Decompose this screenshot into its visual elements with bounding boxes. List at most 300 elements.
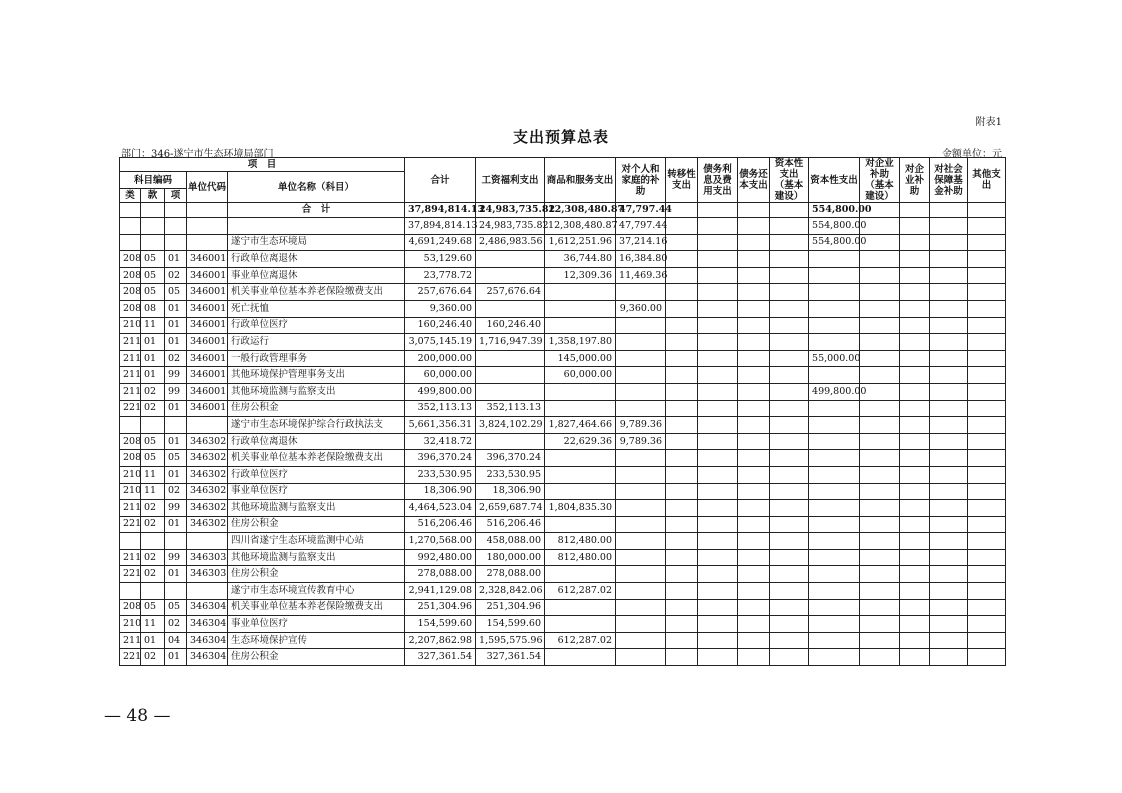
cell-goods: 1,804,835.30 bbox=[545, 500, 616, 517]
cell-capital bbox=[809, 300, 860, 317]
cell-enterprise bbox=[900, 218, 930, 235]
cell-personal: 37,214.16 bbox=[616, 234, 666, 251]
cell-lei: 221 bbox=[120, 566, 141, 583]
cell-total: 200,000.00 bbox=[405, 350, 476, 367]
cell-social bbox=[930, 516, 968, 533]
cell-capital bbox=[809, 500, 860, 517]
cell-personal: 11,469.36 bbox=[616, 267, 666, 284]
cell-personal bbox=[616, 566, 666, 583]
cell-capital-basic bbox=[770, 450, 809, 467]
cell-personal bbox=[616, 649, 666, 666]
cell-unit-code bbox=[187, 583, 228, 600]
cell-debt-repay bbox=[738, 483, 770, 500]
cell-debt-repay bbox=[738, 433, 770, 450]
cell-capital-basic bbox=[770, 367, 809, 384]
cell-lei: 208 bbox=[120, 300, 141, 317]
cell-salary: 251,304.96 bbox=[476, 599, 545, 616]
cell-capital: 55,000.00 bbox=[809, 350, 860, 367]
cell-other bbox=[968, 367, 1006, 384]
cell-goods: 612,287.02 bbox=[545, 632, 616, 649]
cell-goods: 145,000.00 bbox=[545, 350, 616, 367]
cell-capital bbox=[809, 367, 860, 384]
cell-enterprise-basic bbox=[860, 433, 900, 450]
cell-kuan: 02 bbox=[141, 566, 165, 583]
cell-unit-name: 行政单位医疗 bbox=[228, 466, 405, 483]
cell-lei: 211 bbox=[120, 383, 141, 400]
cell-capital bbox=[809, 632, 860, 649]
cell-capital-basic bbox=[770, 533, 809, 550]
cell-lei bbox=[120, 417, 141, 434]
cell-salary bbox=[476, 367, 545, 384]
cell-xiang: 01 bbox=[165, 466, 187, 483]
cell-goods: 612,287.02 bbox=[545, 583, 616, 600]
cell-total: 257,676.64 bbox=[405, 284, 476, 301]
total-sum: 37,894,814.13 bbox=[405, 203, 476, 218]
cell-debt-interest bbox=[698, 367, 738, 384]
cell-kuan bbox=[141, 533, 165, 550]
cell-goods bbox=[545, 566, 616, 583]
cell-social bbox=[930, 383, 968, 400]
cell-xiang: 01 bbox=[165, 433, 187, 450]
cell-salary bbox=[476, 300, 545, 317]
cell-total: 2,941,129.08 bbox=[405, 583, 476, 600]
table-row bbox=[120, 599, 1006, 616]
total-header: 合计 bbox=[405, 158, 476, 203]
cell-transfer bbox=[666, 549, 698, 566]
cell-other bbox=[968, 500, 1006, 517]
cell-other bbox=[968, 533, 1006, 550]
cell-kuan: 01 bbox=[141, 334, 165, 351]
table-row bbox=[120, 251, 1006, 268]
cell-unit-code: 346001 bbox=[187, 334, 228, 351]
cell-unit-code: 346304 bbox=[187, 616, 228, 633]
cell-personal: 9,789.36 bbox=[616, 433, 666, 450]
cell-debt-repay bbox=[738, 218, 770, 235]
cell-total: 352,113.13 bbox=[405, 400, 476, 417]
cell-capital: 554,800.00 bbox=[809, 234, 860, 251]
department-label: 部门：346-遂宁市生态环境局部门 bbox=[121, 149, 274, 160]
cell-xiang: 02 bbox=[165, 350, 187, 367]
cell-personal bbox=[616, 549, 666, 566]
cell-capital bbox=[809, 450, 860, 467]
cell-lei: 210 bbox=[120, 317, 141, 334]
cell-salary: 18,306.90 bbox=[476, 483, 545, 500]
cell-salary: 160,246.40 bbox=[476, 317, 545, 334]
page-number: — 48 — bbox=[104, 706, 171, 726]
cell-enterprise bbox=[900, 549, 930, 566]
cell-xiang: 99 bbox=[165, 549, 187, 566]
cell-goods bbox=[545, 450, 616, 467]
cell-transfer bbox=[666, 234, 698, 251]
cell-salary: 516,206.46 bbox=[476, 516, 545, 533]
cell-debt-repay bbox=[738, 383, 770, 400]
cell-goods bbox=[545, 466, 616, 483]
subject-code-header: 科目编码 bbox=[120, 172, 187, 189]
cell-unit-name: 事业单位离退休 bbox=[228, 267, 405, 284]
cell-unit-code: 346302 bbox=[187, 450, 228, 467]
cell-unit-name: 住房公积金 bbox=[228, 566, 405, 583]
capital-header: 资本性支出 bbox=[809, 158, 860, 203]
cell-unit-name: 其他环境监测与监察支出 bbox=[228, 500, 405, 517]
cell-goods: 1,612,251.96 bbox=[545, 234, 616, 251]
cell-debt-repay bbox=[738, 450, 770, 467]
cell-salary: 2,659,687.74 bbox=[476, 500, 545, 517]
cell-debt-repay bbox=[738, 516, 770, 533]
cell-other bbox=[968, 300, 1006, 317]
cell-enterprise-basic bbox=[860, 450, 900, 467]
cell-personal bbox=[616, 516, 666, 533]
cell-salary: 3,824,102.29 bbox=[476, 417, 545, 434]
cell-transfer bbox=[666, 383, 698, 400]
cell-other bbox=[968, 251, 1006, 268]
cell-debt-interest bbox=[698, 649, 738, 666]
cell-enterprise-basic bbox=[860, 334, 900, 351]
cell-debt-interest bbox=[698, 599, 738, 616]
cell-enterprise bbox=[900, 533, 930, 550]
cell-kuan: 11 bbox=[141, 317, 165, 334]
cell-total: 18,306.90 bbox=[405, 483, 476, 500]
cell-lei bbox=[120, 533, 141, 550]
cell-total: 154,599.60 bbox=[405, 616, 476, 633]
cell-lei: 211 bbox=[120, 632, 141, 649]
cell-xiang: 01 bbox=[165, 566, 187, 583]
cell-kuan: 01 bbox=[141, 632, 165, 649]
attachment-label: 附表1 bbox=[975, 117, 1002, 128]
cell-debt-interest bbox=[698, 350, 738, 367]
table-row bbox=[120, 367, 1006, 384]
cell-capital bbox=[809, 533, 860, 550]
cell-xiang bbox=[165, 218, 187, 235]
cell-lei: 211 bbox=[120, 367, 141, 384]
cell-kuan bbox=[141, 417, 165, 434]
goods-header: 商品和服务支出 bbox=[545, 158, 616, 203]
cell-transfer bbox=[666, 583, 698, 600]
cell-goods bbox=[545, 284, 616, 301]
table-row bbox=[120, 649, 1006, 666]
cell-lei: 208 bbox=[120, 599, 141, 616]
cell-unit-name: 其他环境监测与监察支出 bbox=[228, 549, 405, 566]
cell-debt-repay bbox=[738, 367, 770, 384]
cell-kuan: 02 bbox=[141, 383, 165, 400]
cell-enterprise bbox=[900, 383, 930, 400]
cell-xiang: 02 bbox=[165, 483, 187, 500]
cell-other bbox=[968, 400, 1006, 417]
project-header: 项 目 bbox=[120, 158, 405, 172]
cell-debt-repay bbox=[738, 400, 770, 417]
table-row bbox=[120, 516, 1006, 533]
salary-header: 工资福利支出 bbox=[476, 158, 545, 203]
cell-goods: 812,480.00 bbox=[545, 549, 616, 566]
table-row bbox=[120, 466, 1006, 483]
cell-capital-basic bbox=[770, 599, 809, 616]
cell-kuan: 11 bbox=[141, 466, 165, 483]
cell-xiang: 02 bbox=[165, 616, 187, 633]
cell-lei: 221 bbox=[120, 400, 141, 417]
cell-social bbox=[930, 632, 968, 649]
cell-social bbox=[930, 433, 968, 450]
cell-enterprise-basic bbox=[860, 649, 900, 666]
cell-goods: 1,827,464.66 bbox=[545, 417, 616, 434]
cell-total: 516,206.46 bbox=[405, 516, 476, 533]
cell-salary: 1,595,575.96 bbox=[476, 632, 545, 649]
cell-enterprise-basic bbox=[860, 400, 900, 417]
cell-transfer bbox=[666, 632, 698, 649]
cell-unit-name: 机关事业单位基本养老保险缴费支出 bbox=[228, 284, 405, 301]
cell-total: 32,418.72 bbox=[405, 433, 476, 450]
cell-other bbox=[968, 583, 1006, 600]
cell-capital bbox=[809, 566, 860, 583]
cell-capital-basic bbox=[770, 566, 809, 583]
cell-personal bbox=[616, 383, 666, 400]
cell-debt-interest bbox=[698, 583, 738, 600]
cell-personal bbox=[616, 350, 666, 367]
cell-capital-basic bbox=[770, 433, 809, 450]
cell-kuan: 01 bbox=[141, 367, 165, 384]
cell-personal bbox=[616, 632, 666, 649]
cell-kuan: 02 bbox=[141, 500, 165, 517]
cell-unit-name: 住房公积金 bbox=[228, 649, 405, 666]
cell-enterprise-basic bbox=[860, 284, 900, 301]
cell-xiang: 01 bbox=[165, 251, 187, 268]
table-row bbox=[120, 400, 1006, 417]
cell-unit-code: 346302 bbox=[187, 483, 228, 500]
cell-lei: 210 bbox=[120, 616, 141, 633]
cell-goods: 12,308,480.87 bbox=[545, 218, 616, 235]
cell-salary: 233,530.95 bbox=[476, 466, 545, 483]
cell-capital bbox=[809, 549, 860, 566]
cell-total: 53,129.60 bbox=[405, 251, 476, 268]
cell-goods bbox=[545, 483, 616, 500]
cell-transfer bbox=[666, 317, 698, 334]
cell-enterprise bbox=[900, 500, 930, 517]
table-row bbox=[120, 317, 1006, 334]
currency-unit-label: 金额单位：元 bbox=[942, 149, 1002, 160]
cell-transfer bbox=[666, 367, 698, 384]
cell-debt-repay bbox=[738, 583, 770, 600]
cell-unit-code: 346302 bbox=[187, 516, 228, 533]
cell-social bbox=[930, 450, 968, 467]
cell-debt-interest bbox=[698, 549, 738, 566]
total-salary: 24,983,735.82 bbox=[476, 203, 545, 218]
cell-goods bbox=[545, 599, 616, 616]
cell-unit-code bbox=[187, 234, 228, 251]
cell-unit-name: 行政单位离退休 bbox=[228, 433, 405, 450]
cell-unit-name: 其他环境监测与监察支出 bbox=[228, 383, 405, 400]
cell-transfer bbox=[666, 533, 698, 550]
table-row bbox=[120, 234, 1006, 251]
cell-debt-interest bbox=[698, 317, 738, 334]
cell-kuan: 11 bbox=[141, 483, 165, 500]
cell-xiang: 05 bbox=[165, 284, 187, 301]
table-row bbox=[120, 483, 1006, 500]
cell-personal: 9,789.36 bbox=[616, 417, 666, 434]
enterprise-basic-header: 对企业补助（基本建设） bbox=[860, 158, 900, 203]
cell-enterprise bbox=[900, 450, 930, 467]
cell-enterprise-basic bbox=[860, 632, 900, 649]
cell-social bbox=[930, 400, 968, 417]
cell-lei: 211 bbox=[120, 500, 141, 517]
cell-other bbox=[968, 334, 1006, 351]
cell-social bbox=[930, 350, 968, 367]
cell-salary: 180,000.00 bbox=[476, 549, 545, 566]
total-row bbox=[120, 203, 1006, 218]
cell-unit-name: 住房公积金 bbox=[228, 400, 405, 417]
cell-capital bbox=[809, 251, 860, 268]
cell-other bbox=[968, 284, 1006, 301]
cell-capital bbox=[809, 334, 860, 351]
cell-transfer bbox=[666, 334, 698, 351]
cell-unit-code: 346304 bbox=[187, 599, 228, 616]
cell-salary: 352,113.13 bbox=[476, 400, 545, 417]
cell-transfer bbox=[666, 516, 698, 533]
cell-unit-code: 346001 bbox=[187, 267, 228, 284]
cell-unit-name: 行政单位离退休 bbox=[228, 251, 405, 268]
table-row bbox=[120, 300, 1006, 317]
cell-enterprise-basic bbox=[860, 516, 900, 533]
cell-personal bbox=[616, 367, 666, 384]
cell-capital-basic bbox=[770, 284, 809, 301]
cell-capital-basic bbox=[770, 417, 809, 434]
cell-social bbox=[930, 267, 968, 284]
cell-capital-basic bbox=[770, 466, 809, 483]
cell-kuan: 05 bbox=[141, 450, 165, 467]
cell-unit-name bbox=[228, 218, 405, 235]
cell-social bbox=[930, 649, 968, 666]
cell-social bbox=[930, 599, 968, 616]
table-row bbox=[120, 218, 1006, 235]
cell-enterprise-basic bbox=[860, 599, 900, 616]
cell-social bbox=[930, 284, 968, 301]
table-row bbox=[120, 500, 1006, 517]
table-row bbox=[120, 417, 1006, 434]
cell-enterprise bbox=[900, 466, 930, 483]
cell-xiang: 99 bbox=[165, 383, 187, 400]
cell-xiang: 02 bbox=[165, 267, 187, 284]
cell-personal bbox=[616, 317, 666, 334]
cell-social bbox=[930, 466, 968, 483]
cell-transfer bbox=[666, 450, 698, 467]
cell-lei: 208 bbox=[120, 267, 141, 284]
table-row bbox=[120, 632, 1006, 649]
cell-capital bbox=[809, 433, 860, 450]
table-row bbox=[120, 334, 1006, 351]
cell-salary: 2,328,842.06 bbox=[476, 583, 545, 600]
cell-unit-name: 四川省遂宁生态环境监测中心站 bbox=[228, 533, 405, 550]
cell-other bbox=[968, 483, 1006, 500]
cell-kuan: 01 bbox=[141, 350, 165, 367]
cell-social bbox=[930, 616, 968, 633]
cell-enterprise bbox=[900, 350, 930, 367]
cell-lei bbox=[120, 218, 141, 235]
cell-enterprise-basic bbox=[860, 417, 900, 434]
cell-lei: 221 bbox=[120, 649, 141, 666]
cell-debt-repay bbox=[738, 599, 770, 616]
cell-unit-code: 346303 bbox=[187, 549, 228, 566]
cell-xiang: 01 bbox=[165, 516, 187, 533]
cell-lei: 210 bbox=[120, 466, 141, 483]
cell-social bbox=[930, 549, 968, 566]
cell-enterprise bbox=[900, 300, 930, 317]
personal-header: 对个人和家庭的补助 bbox=[616, 158, 666, 203]
cell-debt-repay bbox=[738, 234, 770, 251]
cell-enterprise-basic bbox=[860, 300, 900, 317]
cell-other bbox=[968, 267, 1006, 284]
total-personal: 47,797.44 bbox=[616, 203, 666, 218]
cell-unit-code bbox=[187, 218, 228, 235]
cell-unit-name: 行政单位医疗 bbox=[228, 317, 405, 334]
cell-transfer bbox=[666, 218, 698, 235]
cell-unit-code: 346303 bbox=[187, 566, 228, 583]
cell-kuan bbox=[141, 218, 165, 235]
cell-other bbox=[968, 599, 1006, 616]
cell-kuan: 05 bbox=[141, 599, 165, 616]
cell-lei: 211 bbox=[120, 350, 141, 367]
cell-unit-code: 346001 bbox=[187, 300, 228, 317]
cell-unit-name: 住房公积金 bbox=[228, 516, 405, 533]
cell-capital: 499,800.00 bbox=[809, 383, 860, 400]
cell-capital-basic bbox=[770, 300, 809, 317]
cell-goods: 36,744.80 bbox=[545, 251, 616, 268]
kuan-header: 款 bbox=[141, 189, 165, 203]
cell-transfer bbox=[666, 566, 698, 583]
cell-unit-name: 机关事业单位基本养老保险缴费支出 bbox=[228, 599, 405, 616]
cell-total: 1,270,568.00 bbox=[405, 533, 476, 550]
cell-xiang: 99 bbox=[165, 500, 187, 517]
cell-transfer bbox=[666, 433, 698, 450]
cell-debt-interest bbox=[698, 500, 738, 517]
cell-transfer bbox=[666, 350, 698, 367]
cell-capital bbox=[809, 417, 860, 434]
cell-enterprise bbox=[900, 251, 930, 268]
cell-capital bbox=[809, 466, 860, 483]
unit-code-header: 单位代码 bbox=[187, 172, 228, 203]
cell-other bbox=[968, 466, 1006, 483]
cell-capital-basic bbox=[770, 317, 809, 334]
table-row bbox=[120, 583, 1006, 600]
cell-xiang: 01 bbox=[165, 300, 187, 317]
cell-capital bbox=[809, 284, 860, 301]
cell-personal bbox=[616, 616, 666, 633]
cell-social bbox=[930, 533, 968, 550]
cell-salary bbox=[476, 350, 545, 367]
lei-header: 类 bbox=[120, 189, 141, 203]
cell-capital bbox=[809, 649, 860, 666]
cell-kuan: 05 bbox=[141, 284, 165, 301]
cell-debt-interest bbox=[698, 516, 738, 533]
cell-unit-code: 346302 bbox=[187, 500, 228, 517]
cell-debt-interest bbox=[698, 417, 738, 434]
table-row bbox=[120, 533, 1006, 550]
cell-capital-basic bbox=[770, 267, 809, 284]
cell-xiang: 99 bbox=[165, 367, 187, 384]
cell-total: 37,894,814.13 bbox=[405, 218, 476, 235]
cell-unit-code: 346302 bbox=[187, 466, 228, 483]
cell-capital bbox=[809, 483, 860, 500]
cell-lei: 208 bbox=[120, 284, 141, 301]
cell-goods bbox=[545, 616, 616, 633]
cell-unit-name: 生态环境保护宣传 bbox=[228, 632, 405, 649]
cell-debt-repay bbox=[738, 417, 770, 434]
cell-salary: 396,370.24 bbox=[476, 450, 545, 467]
cell-capital bbox=[809, 400, 860, 417]
cell-enterprise-basic bbox=[860, 350, 900, 367]
cell-salary bbox=[476, 433, 545, 450]
cell-capital-basic bbox=[770, 583, 809, 600]
cell-capital-basic bbox=[770, 516, 809, 533]
capital-basic-header: 资本性支出（基本建设） bbox=[770, 158, 809, 203]
cell-unit-code: 346001 bbox=[187, 367, 228, 384]
cell-social bbox=[930, 500, 968, 517]
